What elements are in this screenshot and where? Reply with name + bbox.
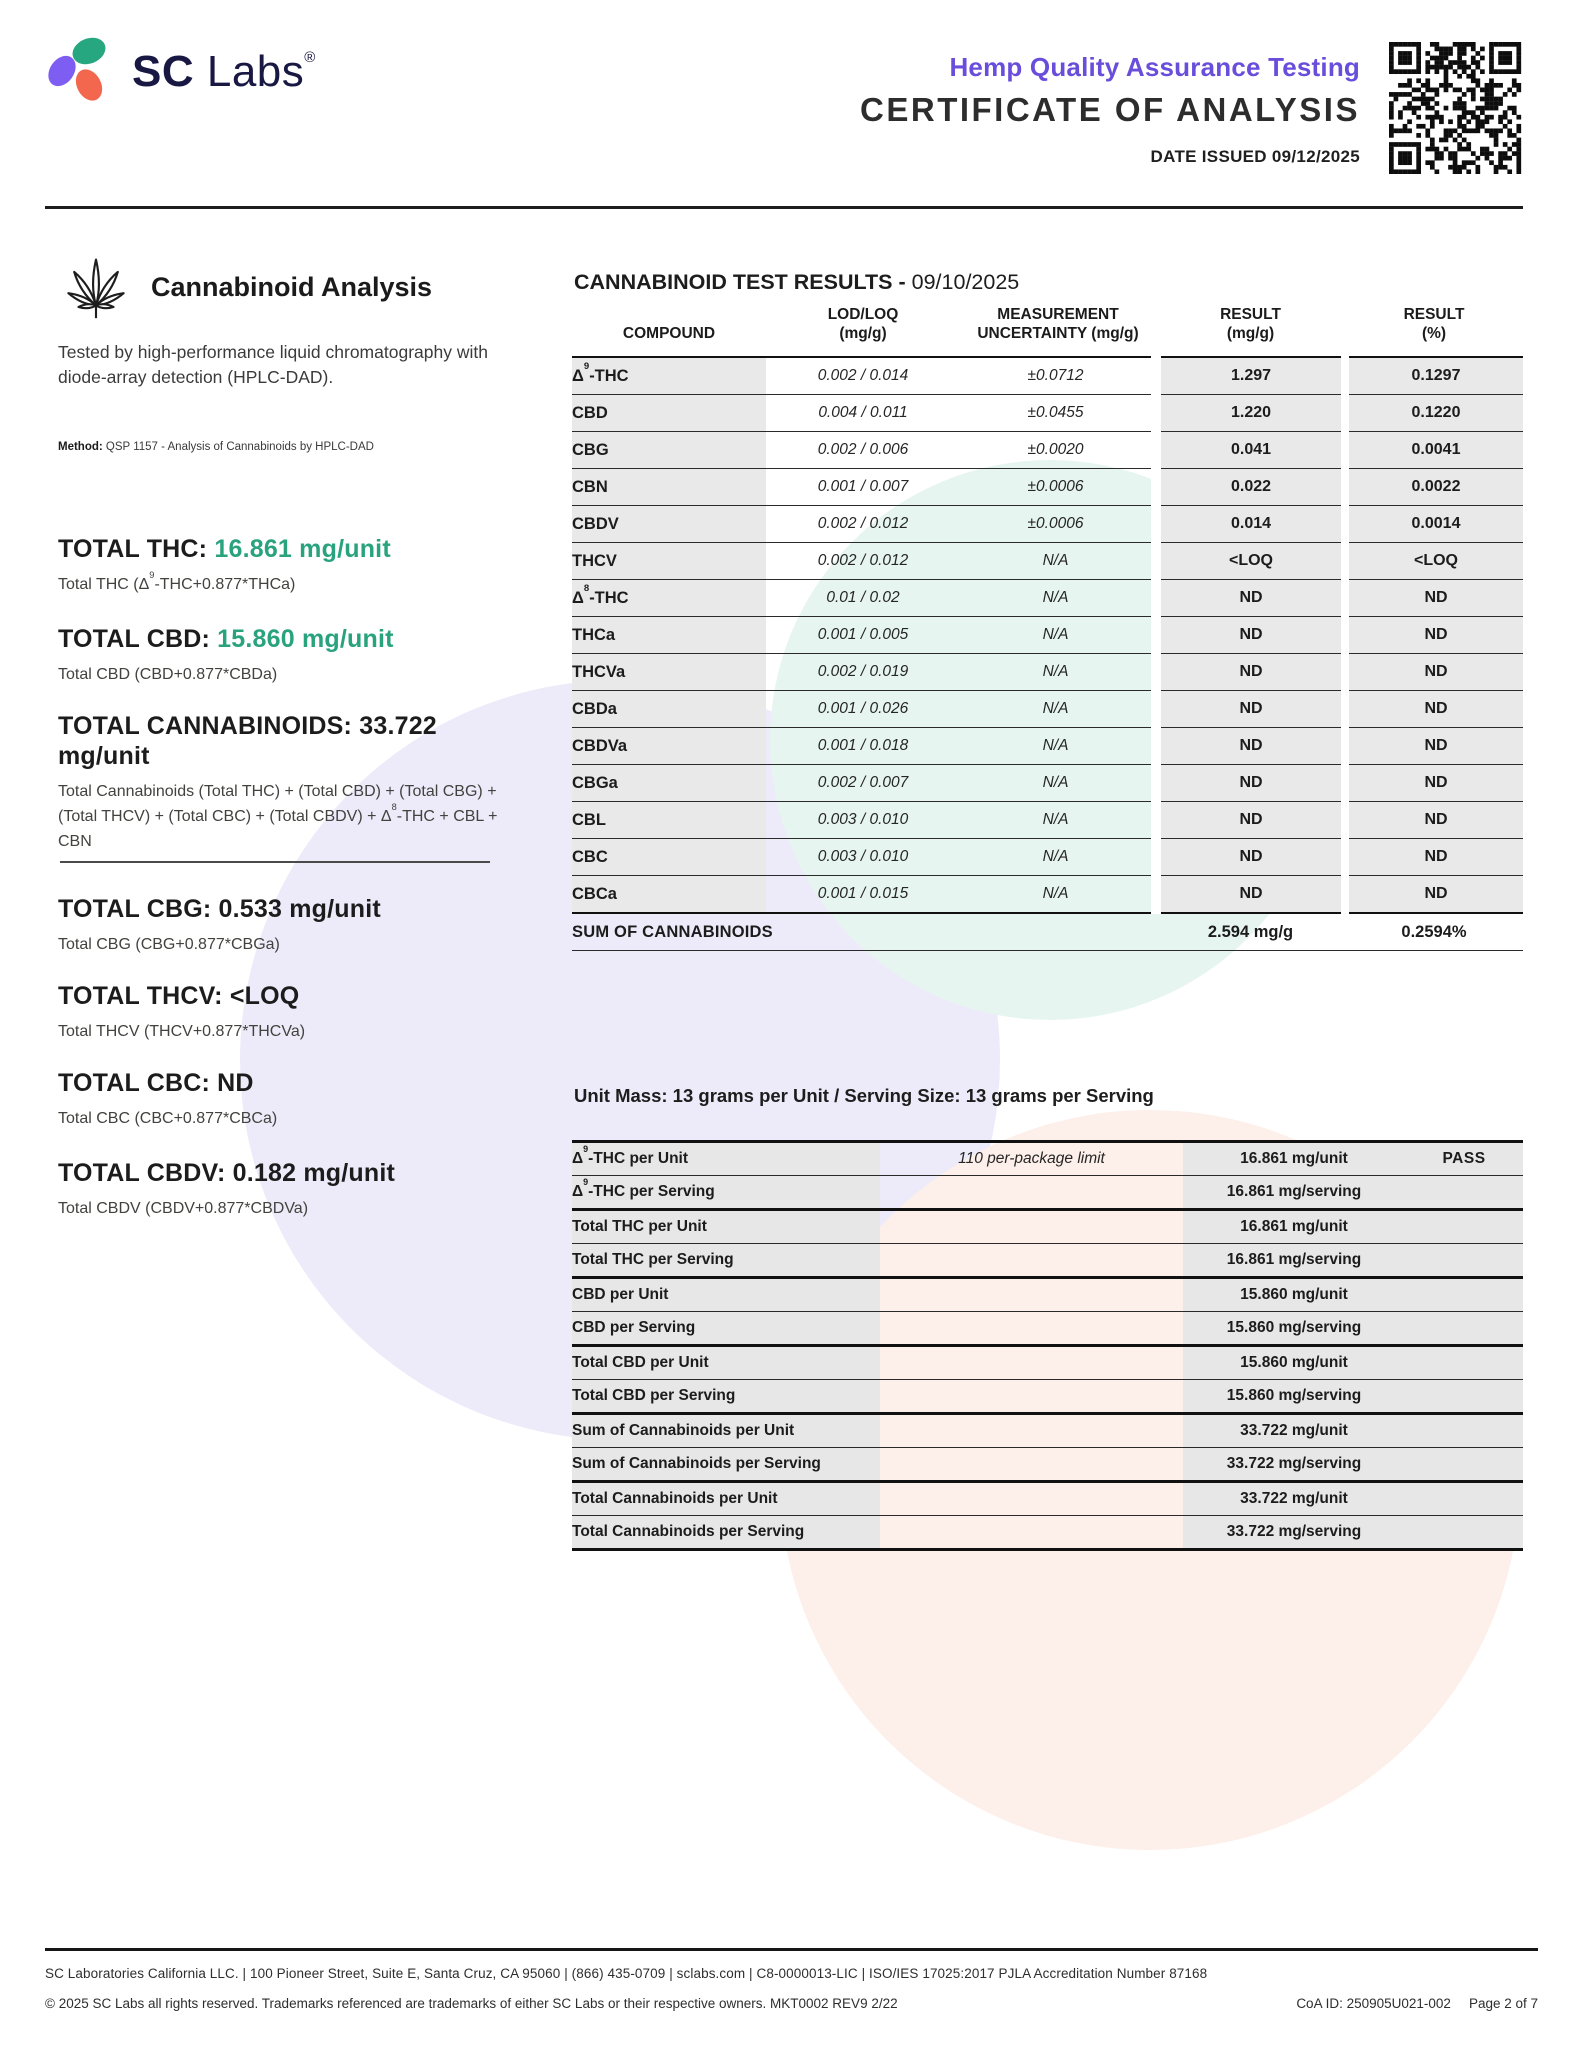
- cell-uvalue: 15.860 mg/unit: [1183, 1346, 1405, 1380]
- cell-comp: CBDa: [572, 691, 766, 728]
- method-line: [58, 441, 374, 453]
- total-thc-formula: Total THC $(\Delta^9-THC+0.877*THCa)$: [58, 570, 296, 593]
- cell-pct: ND: [1345, 802, 1523, 839]
- cell-uvalue: 33.722 mg/serving: [1183, 1448, 1405, 1482]
- cell-lod: 0.01 / 0.02: [826, 589, 900, 606]
- unit-table-row: [572, 1142, 1523, 1176]
- cell-pct: ND: [1345, 839, 1523, 876]
- cell-comp: CBL: [572, 802, 766, 839]
- results-table-title: [574, 270, 1019, 295]
- cell-uvalue: 15.860 mg/serving: [1183, 1312, 1405, 1346]
- header-titles: [860, 52, 1360, 167]
- cell-mgg: 1.220: [1156, 395, 1345, 432]
- col-lodloq: LOD/LOQ (mg/g): [827, 306, 899, 342]
- cell-lod: 0.002 / 0.012: [817, 552, 909, 569]
- cell-ulimit: [880, 1346, 1183, 1380]
- footer-divider: [45, 1948, 1538, 1951]
- cell-ulabel: Total THC per Serving: [572, 1244, 880, 1278]
- total-cbc-block: [58, 1068, 518, 1131]
- cell-mgg: ND: [1156, 580, 1345, 617]
- cell-comp: $\Delta^8$-THC: [572, 580, 766, 617]
- unit-table-body: [572, 1142, 1523, 1550]
- cell-unc: N/A: [1042, 663, 1069, 680]
- cell-mgg: 0.022: [1156, 469, 1345, 506]
- unit-table-row: [572, 1176, 1523, 1210]
- cell-ustatus: [1405, 1210, 1523, 1244]
- qr-code: [1387, 42, 1523, 174]
- cell-unc: N/A: [1042, 626, 1069, 643]
- cell-unc: ±0.0006: [1027, 478, 1084, 495]
- total-cannabinoids-formula: Total Cannabinoids (Total THC) + (Total CBD) + (Total CBG) + (Total THCV) + (Total CBC) + (Total CBDV) + $\Delta^8$-THC + CBL + CBN: [58, 783, 498, 850]
- total-cbd-label: TOTAL CBD:: [58, 625, 210, 653]
- program-title: Hemp Quality Assurance Testing: [949, 52, 1360, 82]
- cell-uvalue: 16.861 mg/serving: [1183, 1244, 1405, 1278]
- total-cannabinoids-value: 33.722 mg/unit: [58, 712, 437, 770]
- total-cbg-label: TOTAL CBG:: [58, 895, 212, 923]
- table-row: [572, 654, 1523, 691]
- table-row: [572, 543, 1523, 580]
- footer-legal-row: [45, 1996, 1538, 2011]
- unit-table-row: [572, 1516, 1523, 1550]
- cell-mgg: ND: [1156, 654, 1345, 691]
- cell-ulabel: Total THC per Unit: [572, 1210, 880, 1244]
- cell-ulimit: [880, 1244, 1183, 1278]
- cell-uvalue: 16.861 mg/unit: [1183, 1142, 1405, 1176]
- cell-comp: CBC: [572, 839, 766, 876]
- table-row: [572, 469, 1523, 506]
- cell-pct: ND: [1345, 617, 1523, 654]
- total-thc-block: [58, 534, 518, 597]
- cell-ulabel: Sum of Cannabinoids per Serving: [572, 1448, 880, 1482]
- analysis-section-header: [56, 246, 432, 329]
- total-cbdv-formula: Total CBDV (CBDV+0.877*CBDVa): [58, 1200, 309, 1217]
- cell-unc: ±0.0712: [1027, 367, 1084, 384]
- cell-ulimit: [880, 1312, 1183, 1346]
- cell-pct: <LOQ: [1345, 543, 1523, 580]
- cell-ustatus: [1405, 1278, 1523, 1312]
- cell-unc: N/A: [1042, 589, 1069, 606]
- col-result-pct: RESULT (%): [1403, 306, 1465, 342]
- brand-text: [132, 47, 316, 97]
- cell-unc: N/A: [1042, 885, 1069, 902]
- brand-rest: Labs: [206, 46, 305, 96]
- cell-unc: N/A: [1042, 700, 1069, 717]
- section-title: Cannabinoid Analysis: [151, 272, 433, 302]
- total-cbd-block: [58, 624, 518, 687]
- table-row: [572, 506, 1523, 543]
- cell-mgg: ND: [1156, 876, 1345, 914]
- cell-ulabel: Total CBD per Serving: [572, 1380, 880, 1414]
- cell-lod: 0.003 / 0.010: [817, 811, 909, 828]
- total-cbdv-label: TOTAL CBDV:: [58, 1159, 226, 1187]
- cell-unc: N/A: [1042, 848, 1069, 865]
- cell-comp: CBCa: [572, 876, 766, 914]
- cell-comp: THCa: [572, 617, 766, 654]
- cell-ulabel: Sum of Cannabinoids per Unit: [572, 1414, 880, 1448]
- table-row: [572, 395, 1523, 432]
- cell-comp: CBN: [572, 469, 766, 506]
- cell-unc: N/A: [1042, 552, 1069, 569]
- cell-pct: ND: [1345, 876, 1523, 914]
- cell-ulimit: [880, 1278, 1183, 1312]
- total-cbc-formula: Total CBC (CBC+0.877*CBCa): [58, 1110, 278, 1127]
- unit-table-row: [572, 1210, 1523, 1244]
- left-column-divider: [60, 861, 490, 863]
- total-cbg-block: [58, 894, 518, 957]
- cell-ulimit: [880, 1176, 1183, 1210]
- cell-ustatus: [1405, 1380, 1523, 1414]
- cell-ustatus: [1405, 1516, 1523, 1550]
- cell-mgg: 0.014: [1156, 506, 1345, 543]
- cell-pct: ND: [1345, 765, 1523, 802]
- total-cannabinoids-label: TOTAL CANNABINOIDS:: [58, 712, 353, 740]
- method-label: Method:: [58, 441, 103, 453]
- total-thc-value: 16.861 mg/unit: [214, 535, 391, 563]
- total-cbdv-block: [58, 1158, 518, 1221]
- unit-table-row: [572, 1346, 1523, 1380]
- date-issued: DATE ISSUED 09/12/2025: [1150, 147, 1360, 166]
- cell-unc: N/A: [1042, 774, 1069, 791]
- cell-lod: 0.001 / 0.007: [817, 478, 909, 495]
- cell-pct: ND: [1345, 654, 1523, 691]
- cell-ustatus: [1405, 1312, 1523, 1346]
- footer-coa-id: CoA ID: 250905U021-002: [1296, 1996, 1451, 2011]
- header-divider: [45, 206, 1523, 209]
- cell-mgg: <LOQ: [1156, 543, 1345, 580]
- cell-pct: ND: [1345, 691, 1523, 728]
- logo-mark-icon: [48, 36, 118, 107]
- cell-lod: 0.004 / 0.011: [818, 404, 908, 421]
- total-thcv-label: TOTAL THCV:: [58, 982, 223, 1010]
- cell-ustatus: [1405, 1482, 1523, 1516]
- cell-lod: 0.002 / 0.006: [817, 441, 909, 458]
- cell-comp: CBDVa: [572, 728, 766, 765]
- table-row: [572, 728, 1523, 765]
- registered-mark: ®: [304, 48, 316, 66]
- unit-table-row: [572, 1414, 1523, 1448]
- cell-uvalue: 33.722 mg/serving: [1183, 1516, 1405, 1550]
- total-cbd-value: 15.860 mg/unit: [217, 625, 394, 653]
- total-thcv-block: [58, 981, 518, 1044]
- cell-ulabel: Total Cannabinoids per Serving: [572, 1516, 880, 1550]
- total-cbg-formula: Total CBG (CBG+0.877*CBGa): [58, 936, 280, 953]
- cell-unc: ±0.0020: [1027, 441, 1084, 458]
- cell-pct: 0.0014: [1345, 506, 1523, 543]
- results-table-title-bold: CANNABINOID TEST RESULTS -: [574, 270, 906, 294]
- total-cbdv-value: 0.182 mg/unit: [232, 1159, 396, 1187]
- unit-table-row: [572, 1244, 1523, 1278]
- cell-ustatus: [1405, 1346, 1523, 1380]
- cell-lod: 0.002 / 0.012: [817, 515, 909, 532]
- cell-mgg: ND: [1156, 839, 1345, 876]
- cell-uvalue: 15.860 mg/unit: [1183, 1278, 1405, 1312]
- cell-ulabel: CBD per Serving: [572, 1312, 880, 1346]
- cell-ulimit: [880, 1448, 1183, 1482]
- total-thcv-value: <LOQ: [229, 982, 300, 1010]
- unit-table-row: [572, 1278, 1523, 1312]
- col-compound: COMPOUND: [622, 325, 716, 342]
- cell-comp: CBGa: [572, 765, 766, 802]
- total-cannabinoids-block: [58, 711, 528, 854]
- unit-table-row: [572, 1482, 1523, 1516]
- total-cbc-label: TOTAL CBC:: [58, 1069, 210, 1097]
- certificate-title: CERTIFICATE OF ANALYSIS: [860, 91, 1360, 128]
- cell-ulabel: $\Delta^9$-THC per Serving: [572, 1176, 880, 1210]
- method-value: QSP 1157 - Analysis of Cannabinoids by HPLC-DAD: [105, 441, 374, 453]
- table-row: [572, 802, 1523, 839]
- table-row: [572, 765, 1523, 802]
- col-result-mgg: RESULT (mg/g): [1220, 306, 1281, 342]
- cell-uvalue: 33.722 mg/unit: [1183, 1482, 1405, 1516]
- cell-comp: CBG: [572, 432, 766, 469]
- cell-mgg: ND: [1156, 765, 1345, 802]
- table-row: [572, 432, 1523, 469]
- cell-unc: ±0.0455: [1027, 404, 1084, 421]
- unit-table-row: [572, 1448, 1523, 1482]
- total-cbc-value: ND: [217, 1069, 254, 1097]
- unit-table: [572, 1140, 1523, 1551]
- cell-ustatus: [1405, 1176, 1523, 1210]
- sum-row: [572, 913, 1523, 951]
- footer-copyright: © 2025 SC Labs all rights reserved. Trademarks referenced are trademarks of either SC Labs or their respective owners. MKT0002 REV9 2/22: [45, 1996, 898, 2011]
- cell-pct: ND: [1345, 728, 1523, 765]
- cell-pct: ND: [1345, 580, 1523, 617]
- table-row: [572, 839, 1523, 876]
- footer-page-number: Page 2 of 7: [1468, 1996, 1538, 2011]
- cell-ulabel: Total Cannabinoids per Unit: [572, 1482, 880, 1516]
- cell-unc: N/A: [1042, 811, 1069, 828]
- table-row: [572, 617, 1523, 654]
- cell-uvalue: 15.860 mg/serving: [1183, 1380, 1405, 1414]
- cell-comp: CBD: [572, 395, 766, 432]
- cell-ulimit: 110 per-package limit: [958, 1150, 1105, 1167]
- unit-table-row: [572, 1380, 1523, 1414]
- cell-pct: 0.0022: [1345, 469, 1523, 506]
- cell-lod: 0.001 / 0.015: [817, 885, 909, 902]
- cell-unc: N/A: [1042, 737, 1069, 754]
- cell-comp: THCV: [572, 543, 766, 580]
- cell-lod: 0.003 / 0.010: [817, 848, 909, 865]
- cell-ulimit: [880, 1380, 1183, 1414]
- cell-mgg: ND: [1156, 617, 1345, 654]
- footer-lab-info: SC Laboratories California LLC. | 100 Pioneer Street, Suite E, Santa Cruz, CA 95060 | (866) 435-0709 | sclabs.com | C8-0000013-LIC | ISO/IES 17025:2017 PJLA Accreditation Number 87168: [45, 1966, 1208, 1981]
- cell-unc: ±0.0006: [1027, 515, 1084, 532]
- cell-ustatus: PASS: [1405, 1142, 1523, 1176]
- cell-ulimit: [880, 1482, 1183, 1516]
- cell-uvalue: 16.861 mg/unit: [1183, 1210, 1405, 1244]
- table-row: [572, 691, 1523, 728]
- cannabis-leaf-icon: [56, 246, 136, 329]
- cell-lod: 0.001 / 0.018: [817, 737, 909, 754]
- total-thcv-formula: Total THCV (THCV+0.877*THCVa): [58, 1023, 306, 1040]
- cell-uvalue: 33.722 mg/unit: [1183, 1414, 1405, 1448]
- total-cbg-value: 0.533 mg/unit: [218, 895, 381, 923]
- cell-lod: 0.002 / 0.007: [817, 774, 909, 791]
- results-table-header: [572, 305, 1523, 357]
- cell-mgg: ND: [1156, 691, 1345, 728]
- cell-mgg: ND: [1156, 728, 1345, 765]
- cell-lod: 0.001 / 0.026: [817, 700, 909, 717]
- cell-pct: 0.1297: [1345, 357, 1523, 395]
- cell-comp: THCVa: [572, 654, 766, 691]
- sum-label: SUM OF CANNABINOIDS: [572, 922, 773, 941]
- cell-ulimit: [880, 1516, 1183, 1550]
- analysis-description: Tested by high-performance liquid chromatography with diode-array detection (HPLC-DAD).: [58, 342, 488, 387]
- cell-pct: 0.0041: [1345, 432, 1523, 469]
- unit-table-row: [572, 1312, 1523, 1346]
- total-cbd-formula: Total CBD (CBD+0.877*CBDa): [58, 666, 278, 683]
- cell-ulimit: [880, 1210, 1183, 1244]
- sum-result-pct: 0.2594%: [1401, 922, 1467, 941]
- cell-ulabel: $\Delta^9$-THC per Unit: [572, 1142, 880, 1176]
- results-table-title-date: 09/10/2025: [911, 270, 1020, 294]
- cell-ustatus: [1405, 1414, 1523, 1448]
- cell-lod: 0.002 / 0.014: [817, 367, 909, 384]
- cell-pct: 0.1220: [1345, 395, 1523, 432]
- cell-ulimit: [880, 1414, 1183, 1448]
- cell-mgg: ND: [1156, 802, 1345, 839]
- cell-comp: CBDV: [572, 506, 766, 543]
- cell-lod: 0.001 / 0.005: [817, 626, 909, 643]
- table-row: [572, 357, 1523, 395]
- results-table: [572, 305, 1523, 951]
- cell-mgg: 1.297: [1156, 357, 1345, 395]
- table-row: [572, 876, 1523, 914]
- cell-lod: 0.002 / 0.019: [817, 663, 909, 680]
- results-table-body: [572, 357, 1523, 913]
- total-thc-label: TOTAL THC:: [58, 535, 208, 563]
- cell-mgg: 0.041: [1156, 432, 1345, 469]
- table-row: [572, 580, 1523, 617]
- cell-uvalue: 16.861 mg/serving: [1183, 1176, 1405, 1210]
- cell-ulabel: Total CBD per Unit: [572, 1346, 880, 1380]
- unit-mass-title: Unit Mass: 13 grams per Unit / Serving Size: 13 grams per Serving: [574, 1085, 1154, 1106]
- brand-bold: SC: [132, 46, 195, 96]
- cell-ulabel: CBD per Unit: [572, 1278, 880, 1312]
- sum-result-mgg: 2.594 mg/g: [1207, 922, 1294, 941]
- cell-ustatus: [1405, 1448, 1523, 1482]
- cell-comp: $\Delta^9$-THC: [572, 357, 766, 395]
- header-logo: [48, 36, 316, 107]
- col-uncertainty: MEASUREMENT UNCERTAINTY (mg/g): [977, 306, 1139, 342]
- cell-ustatus: [1405, 1244, 1523, 1278]
